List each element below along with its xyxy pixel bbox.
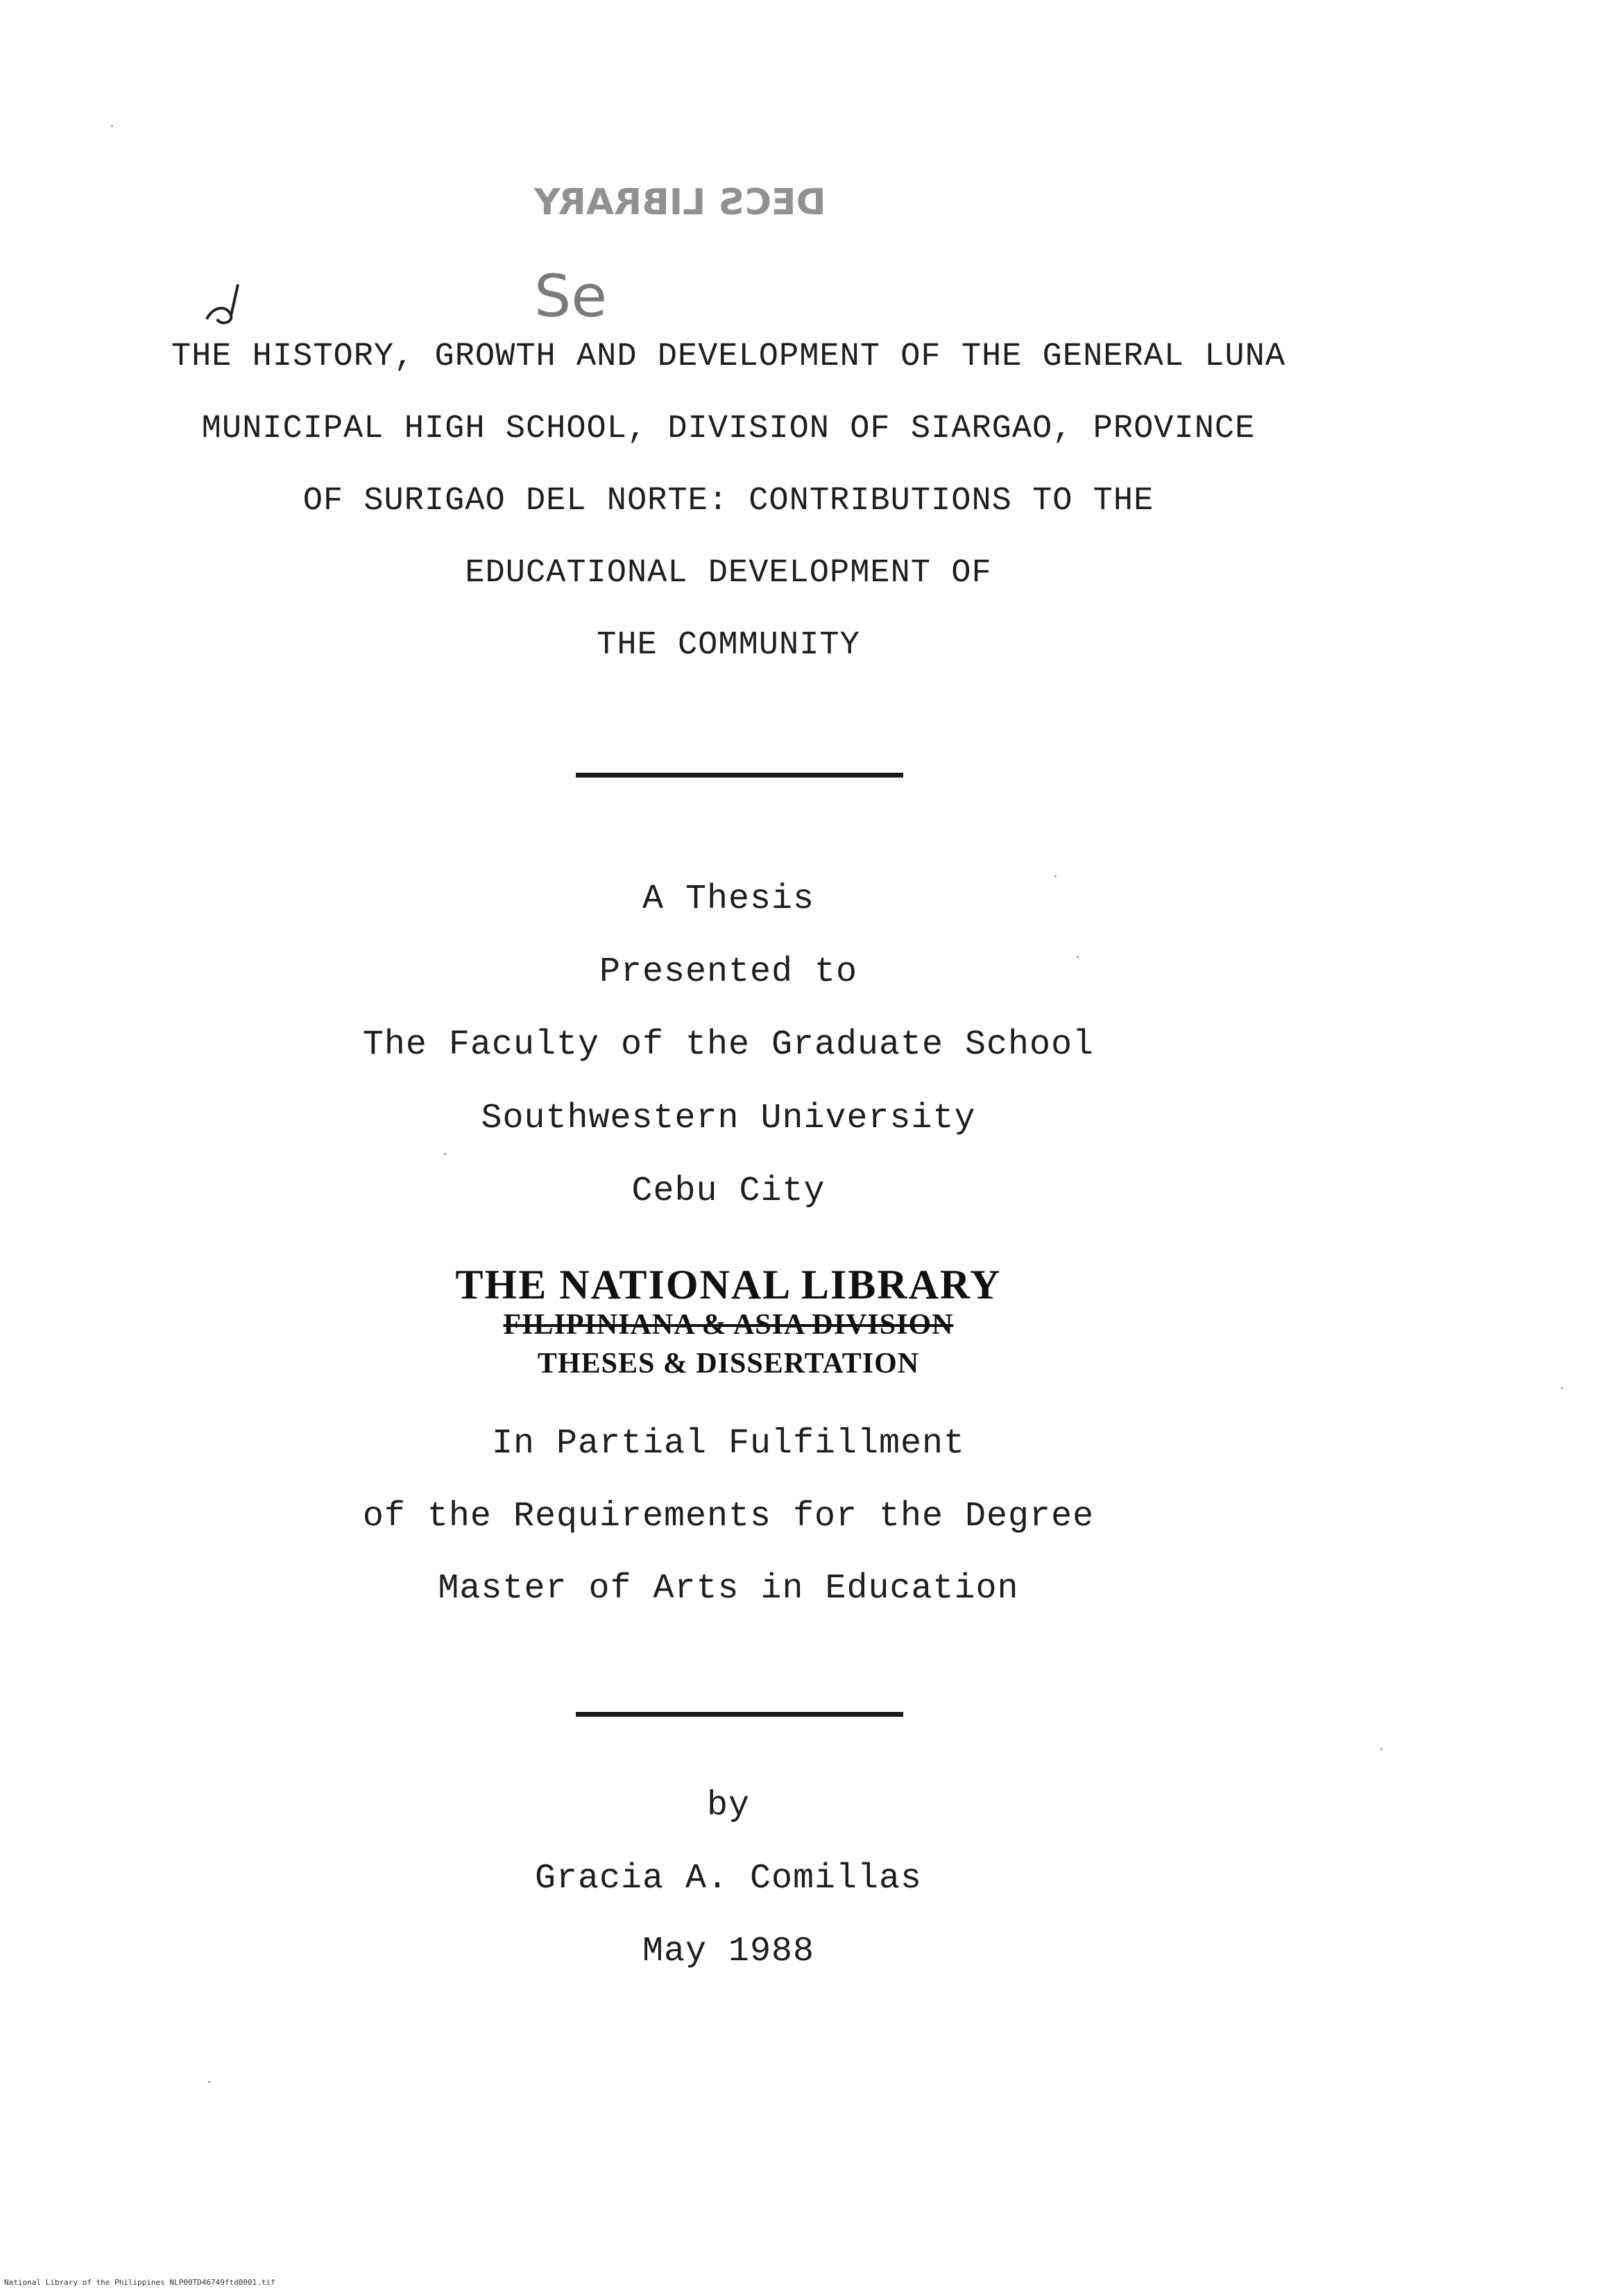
divider-rule-top	[576, 773, 903, 778]
scan-speck	[1077, 956, 1079, 958]
presented-to: Presented to	[599, 952, 858, 992]
title-line-4: EDUCATIONAL DEVELOPMENT OF	[465, 555, 992, 592]
scan-speck	[1561, 1387, 1563, 1389]
scan-footer: National Library of the Philippines NLP00TD46749ftd0001.tif	[4, 2278, 275, 2287]
decs-library-stamp: DECS LIBRARY	[534, 182, 826, 223]
thesis-label: A Thesis	[642, 880, 815, 919]
title-line-1: THE HISTORY, GROWTH AND DEVELOPMENT OF THE GENERAL LUNA	[171, 338, 1286, 375]
scan-speck	[444, 1153, 446, 1155]
title-line-2: MUNICIPAL HIGH SCHOOL, DIVISION OF SIARGAO, PROVINCE	[201, 411, 1256, 447]
faculty-line: The Faculty of the Graduate School	[362, 1025, 1095, 1065]
national-library-stamp-line1: THE NATIONAL LIBRARY	[455, 1262, 1002, 1308]
title-line-3: OF SURIGAO DEL NORTE: CONTRIBUTIONS TO THE	[302, 483, 1154, 520]
university-line: Southwestern University	[481, 1099, 976, 1138]
degree-line: Master of Arts in Education	[438, 1569, 1019, 1609]
scan-speck	[111, 125, 113, 127]
by-label: by	[706, 1786, 750, 1826]
call-number-stamp: Se	[534, 262, 607, 330]
thesis-date: May 1988	[642, 1932, 815, 1971]
scan-speck	[1054, 875, 1057, 877]
national-library-stamp-line3: THESES & DISSERTATION	[537, 1348, 920, 1380]
national-library-stamp-line2: FILIPINIANA & ASIA DIVISION	[503, 1309, 954, 1341]
requirements-line: of the Requirements for the Degree	[362, 1497, 1095, 1536]
handwritten-mark-icon	[200, 277, 248, 333]
title-line-5: THE COMMUNITY	[597, 627, 860, 664]
divider-rule-bottom	[576, 1712, 903, 1717]
city-line: Cebu City	[631, 1172, 826, 1211]
partial-fulfillment: In Partial Fulfillment	[491, 1424, 966, 1464]
author-name: Gracia A. Comillas	[534, 1859, 923, 1898]
scan-speck	[208, 2081, 210, 2083]
scan-speck	[1381, 1748, 1383, 1750]
